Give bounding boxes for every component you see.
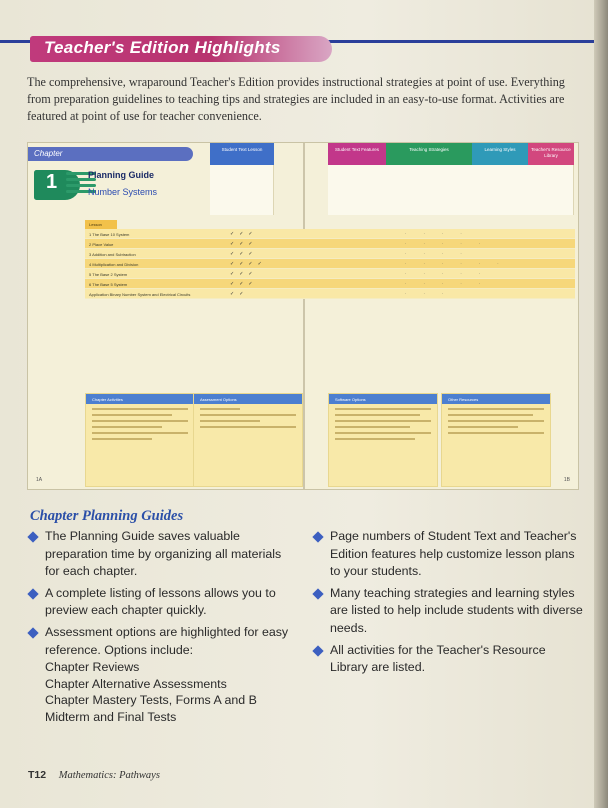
book-title: Mathematics: Pathways	[58, 770, 160, 781]
table-row: 2 Place Value ✓✓✓ · · · · ·	[85, 239, 575, 249]
assessment-option: Chapter Reviews	[45, 660, 140, 675]
lesson-header: Lesson	[85, 220, 117, 229]
col-head-teaching-strategies: Teaching Strategies	[386, 143, 472, 165]
diamond-bullet-icon	[27, 627, 38, 638]
col-head-student-text-lesson: Student Text Lesson	[210, 143, 274, 165]
assessment-option: Chapter Mastery Tests, Forms A and B	[45, 693, 257, 708]
col-head-student-text-features: Student Text Features	[328, 143, 386, 165]
list-item: All activities for the Teacher's Resource Library are listed.	[313, 642, 583, 677]
table-row: 6 The Base 5 System ✓✓✓ · · · · ·	[85, 279, 575, 289]
intro-paragraph: The comprehensive, wraparound Teacher's Edition provides instructional strategies at point of use. Everything from preparation guidelines to teaching tips and strategies are included in an easy-to-use format. Activities are featured at point of use for teacher convenience.	[27, 75, 565, 123]
col-head-teachers-resource-library: Teacher's Resource Library	[528, 143, 574, 165]
diamond-bullet-icon	[312, 588, 323, 599]
highlights-banner	[30, 36, 332, 62]
table-row: 4 Multiplication and Division ✓✓✓✓ · · · · · ·	[85, 259, 575, 269]
assessment-options-box: Assessment Options	[193, 393, 303, 487]
assessment-option: Chapter Alternative Assessments	[45, 676, 227, 691]
chapter-number-badge: 1	[34, 170, 80, 200]
diamond-bullet-icon	[312, 531, 323, 542]
table-row: 3 Addition and Subtraction ✓✓✓ · · · ·	[85, 249, 575, 259]
col-head-learning-styles: Learning Styles	[472, 143, 528, 165]
page-number: T12	[28, 769, 47, 781]
table-row: Application Binary Number System and Electrical Circuits ✓✓ · · ·	[85, 289, 575, 299]
list-item: The Planning Guide saves valuable preparation time by organizing all materials for each chapter.	[28, 528, 298, 581]
banner-title: Teacher's Edition Highlights	[44, 38, 281, 57]
section-title: Chapter Planning Guides	[30, 508, 184, 524]
right-bullet-column	[313, 528, 583, 681]
software-options-box: Software Options	[328, 393, 438, 487]
table-row: 5 The Base 2 System ✓✓✓ · · · · ·	[85, 269, 575, 279]
vertical-headers-lesson	[210, 165, 274, 215]
list-item: A complete listing of lessons allows you to preview each chapter quickly.	[28, 585, 298, 620]
planning-guide-spread-figure	[27, 142, 579, 490]
spread-left-page-number: 1A	[36, 477, 43, 483]
left-bullet-column	[28, 528, 298, 725]
table-row: 1 The Base 10 System ✓✓✓ · · · ·	[85, 229, 575, 239]
spread-gutter	[303, 143, 305, 489]
assessment-options-list	[28, 659, 298, 725]
lesson-table	[85, 220, 575, 299]
list-item: Many teaching strategies and learning styles are listed to help include students with diverse needs.	[313, 585, 583, 638]
diamond-bullet-icon	[27, 588, 38, 599]
diamond-bullet-icon	[27, 531, 38, 542]
chapter-tab: Chapter	[28, 147, 193, 161]
diamond-bullet-icon	[312, 645, 323, 656]
planning-guide-subtitle: Number Systems	[88, 187, 158, 197]
vertical-headers-features	[328, 165, 574, 215]
assessment-option: Midterm and Final Tests	[45, 709, 177, 724]
planning-guide-title: Planning Guide	[88, 170, 155, 180]
book-spine	[594, 0, 608, 808]
spread-right-page-number: 1B	[563, 477, 570, 483]
other-resources-box: Other Resources	[441, 393, 551, 487]
list-item: Page numbers of Student Text and Teacher's Edition features help customize lesson plans to your students.	[313, 528, 583, 581]
chapter-activities-box: Chapter Activities	[85, 393, 195, 487]
list-item: Assessment options are highlighted for easy reference. Options include:	[28, 624, 298, 659]
page-footer	[28, 769, 160, 781]
